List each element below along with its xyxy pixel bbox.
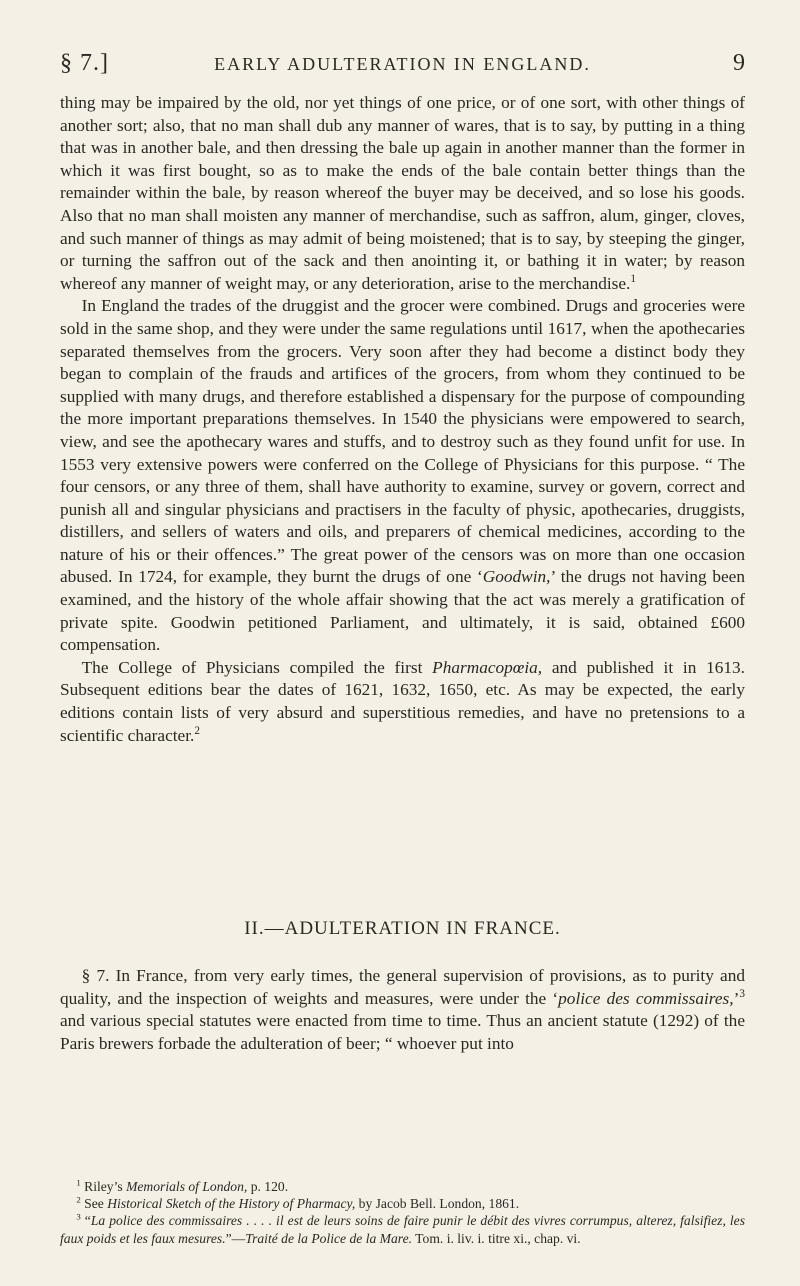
- section-mark: § 7.]: [60, 50, 109, 76]
- footnote-ref-1: 1: [630, 272, 637, 285]
- footnote-ref-2: 2: [194, 724, 200, 737]
- page-number: 9: [733, 50, 745, 76]
- footnote-ref-3: 3: [739, 987, 745, 1000]
- running-title: EARLY ADULTERATION IN ENGLAND.: [214, 54, 591, 74]
- footnotes: [60, 1178, 745, 1247]
- main-text: [60, 92, 745, 747]
- section-heading: II.—ADULTERATION IN FRANCE.: [244, 918, 561, 939]
- paragraph-3: The College of Physicians compiled the first Pharmacopœia, and published it in 1613. Subsequent editions bear the dates of 1621, 1632, 1650, etc. As may be expected, the early editions contain lists of very absurd and superstitious remedies, and have no pretensions to a scientific character.$^2$: [60, 657, 745, 745]
- footnote-2: $^2$ See Historical Sketch of the History of Pharmacy, by Jacob Bell. London, 1861.: [76, 1194, 520, 1212]
- paragraph-2: In England the trades of the druggist and the grocer were combined. Drugs and groceries were sold in the same shop, and they were under the same regulations until 1617, when the apothecaries separated themselves from the grocers. Very soon after they had become a distinct body they began to complain of the frauds and artifices of the grocers, from whom they continued to be supplied with many drugs, and therefore established a dispensary for the purpose of compounding the more important preparations themselves. In 1540 the physicians were empowered to search, view, and see the apothecary wares and stuffs, and to destroy such as they found unfit for use. In 1553 very extensive powers were conferred on the College of Physicians for this purpose. “ The four censors, or any three of them, shall have authority to examine, survey or govern, correct and punish all and singular physicians and practisers in the faculty of physic, apothecaries, druggists, distillers, and sellers of waters and oils, and preparers of chemical medicines, according to the nature of his or their offences.” The great power of the censors was on more than one occasion abused. In 1724, for example, they burnt the drugs of one ‘Goodwin,’ the drugs not having been examined, and the history of the whole affair showing that the act was merely a gratification of private spite. Goodwin petitioned Parliament, and ultimately, it is said, obtained £600 compensation.: [60, 296, 745, 655]
- footnote-1: $^1$ Riley’s Memorials of London, p. 120.: [76, 1177, 289, 1194]
- paragraph-1: thing may be impaired by the old, nor yet things of one price, or of one sort, with other things of another sort; also, that no man shall dub any manner of wares, that is to say, by putting in a thing that was in another bale, and then dressing the bale up again in another manner than the former in which it was first bought, so as to make the ends of the bale contain better things than the remainder within the bale, by reason whereof the buyer may be deceived, and so lose his goods. Also that no man shall moisten any manner of merchandise, such as saffron, alum, ginger, cloves, and such manner of things as may admit of being moistened; that is to say, by steeping the ginger, or turning the saffron out of the sack and then anointing it, or bathing it in water; by reason whereof any manner of weight may, or any deterioration, arise to the merchandise.$^1$: [60, 93, 745, 293]
- footnote-3: $^3$ “La police des commissaires . . . . il est de leurs soins de faire punir le débit des vivres corrumpus, alterez, falsifiez, les faux poids et les faux mesures.”—Traité de la Police de la Mare. Tom. i. liv. i. titre xi., chap. vi.: [60, 1211, 745, 1246]
- section-text: [60, 965, 745, 1055]
- running-header: [60, 50, 745, 80]
- paragraph-4: § 7. In France, from very early times, the general supervision of provisions, as to purity and quality, and the inspection of weights and measures, were under the ‘police des commissaires,’$^3$ and various special statutes were enacted from time to time. Thus an ancient statute (1292) of the Paris brewers forbade the adulteration of beer; “ whoever put into: [60, 966, 745, 1053]
